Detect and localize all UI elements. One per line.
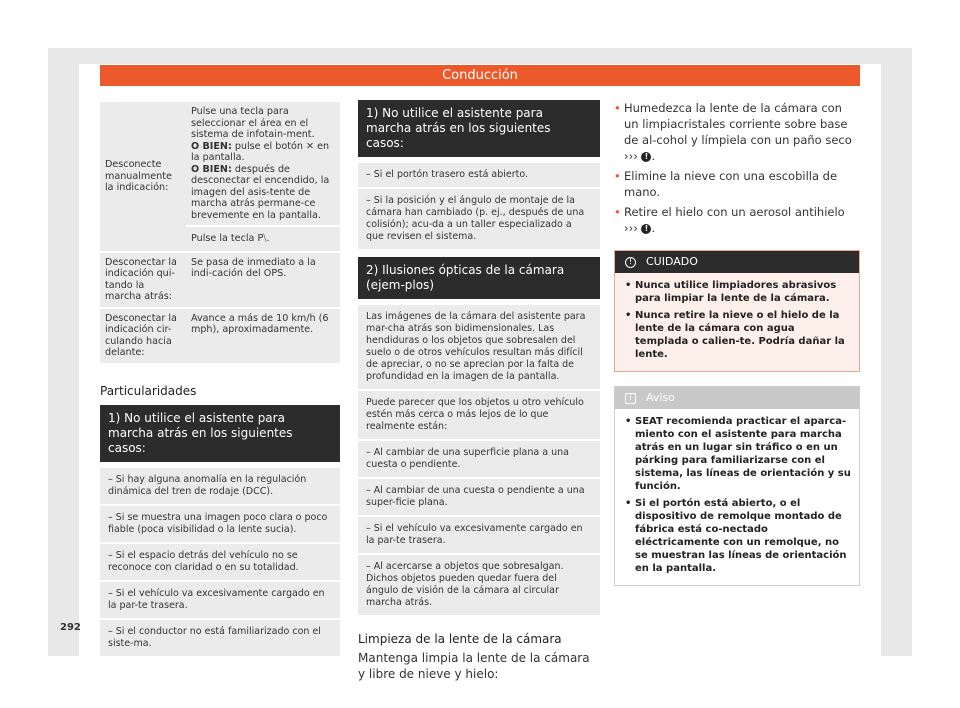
column-left [100,100,340,656]
warning-box-title: 1) No utilice el asistente para marcha atrás en los siguientes casos: [358,100,600,157]
page-number: 292 [60,622,81,633]
list-item: Puede parecer que los objetos u otro vehículo estén más cerca o más lejos de lo que realmente están: [358,391,600,439]
list-item: – Al cambiar de una superficie plana a una cuesta o pendiente. [358,441,600,477]
alert-icon: ! [641,224,651,234]
list-item: • SEAT recomienda practicar el aparca-miento con el asistente para marcha atrás en un lugar sin tráfico o en un párking para familiarizarse con el sistema, las líneas de orientación y su función. [625,416,851,492]
note-header: i Aviso [615,387,859,409]
list-item: • Retire el hielo con un aerosol antihielo ››› ! . [614,205,845,235]
bullet-icon: • [614,205,621,219]
table-cell: Se pasa de inmediato a la indi-cación del OPS. [186,253,340,307]
illusions-box-title: 2) Ilusiones ópticas de la cámara (ejem-plos) [358,257,600,299]
section-heading: Limpieza de la lente de la cámara [358,632,562,646]
table-row [100,253,340,307]
column-right [614,100,860,586]
list-item: – Al acercarse a objetos que sobresalgan. Dichos objetos pueden quedar fuera del ángulo de visión de la cámara al circular marcha atrás. [358,555,600,615]
caution-box [614,250,860,372]
table-cell: Pulse una tecla para seleccionar el área en el sistema de infotain-ment. O BIEN: pulse el botón ✕ en la pantalla. O BIEN: después de desconectar el encendido, la imagen del asis-tente de marcha atrás permane-ce brevemente en la pantalla. [186,102,340,225]
table-cell: Avance a más de 10 km/h (6 mph), aproximadamente. [186,309,340,363]
warning-box-title: 1) No utilice el asistente para marcha atrás en los siguientes casos: [100,405,340,462]
list-item: – Si hay alguna anomalía en la regulación dinámica del tren de rodaje (DCC). [100,468,340,504]
list-item: – Si el espacio detrás del vehículo no se reconoce con claridad o en su totalidad. [100,544,340,580]
table-row [100,309,340,363]
list-item: – Al cambiar de una cuesta o pendiente a una super-ficie plana. [358,479,600,515]
table-row [100,102,340,251]
bullet-icon: • [625,498,632,509]
list-item: Las imágenes de la cámara del asistente para mar-cha atrás son bidimensionales. Las hendiduras o los objetos que sobresalen del suelo o de otros vehículos resultan más difícil de apreciar, o no se aprecian por la falta de profundidad en la imagen de la pantalla. [358,305,600,389]
close-icon: ✕ [305,140,315,152]
column-middle [358,100,600,682]
bullet-icon: • [625,280,632,291]
caution-header: ! CUIDADO [615,251,859,273]
bullet-icon: • [614,169,621,183]
section-heading: Particularidades [100,383,197,398]
warning-icon: ! [625,257,636,268]
bullet-icon: • [614,101,621,115]
note-box [614,386,860,586]
list-item: • Nunca utilice limpiadores abrasivos para limpiar la lente de la cámara. [625,280,837,304]
list-item: – Si el vehículo va excesivamente cargado en la par-te trasera. [358,517,600,553]
alert-icon: ! [641,152,651,162]
table-label: Desconectar la indicación qui-tando la marcha atrás: [100,253,186,307]
section-header: Conducción [100,65,860,86]
parking-key-icon: P⧹. [257,233,270,244]
bullet-icon: • [625,416,632,427]
table-label: Desconecte manualmente la indicación: [100,102,186,251]
table-cell: Pulse la tecla P⧹. [186,227,340,251]
list-item: – Si se muestra una imagen poco clara o poco fiable (poca visibilidad o la lente sucia). [100,506,340,542]
list-item: – Si el conductor no está familiarizado con el siste-ma. [100,620,340,656]
bullet-icon: • [625,310,632,321]
list-item: • Nunca retire la nieve o el hielo de la lente de la cámara con agua templada o calien-te. Podría dañar la lente. [625,310,845,360]
list-item: • Elimine la nieve con una escobilla de mano. [614,169,838,199]
list-item: – Si la posición y el ángulo de montaje de la cámara han cambiado (p. ej., después de una colisión); acu-da a un taller especializado a que revisen el sistema. [358,189,600,249]
paragraph: Mantenga limpia la lente de la cámara y libre de nieve y hielo: [358,650,590,681]
disable-display-table [100,100,340,365]
list-item: – Si el vehículo va excesivamente cargado en la par-te trasera. [100,582,340,618]
list-item: • Humedezca la lente de la cámara con un limpiacristales corriente sobre base de al-cohol y límpiela con un paño seco ››› ! . [614,101,852,163]
list-item: • Si el portón está abierto, o el dispositivo de remolque montado de fábrica está co-nectado eléctricamente con un remolque, no se muestran las líneas de orientación en la pantalla. [625,498,847,574]
list-item: – Si el portón trasero está abierto. [358,163,600,187]
info-icon: i [625,393,636,404]
table-label: Desconectar la indicación cir-culando hacia delante: [100,309,186,363]
